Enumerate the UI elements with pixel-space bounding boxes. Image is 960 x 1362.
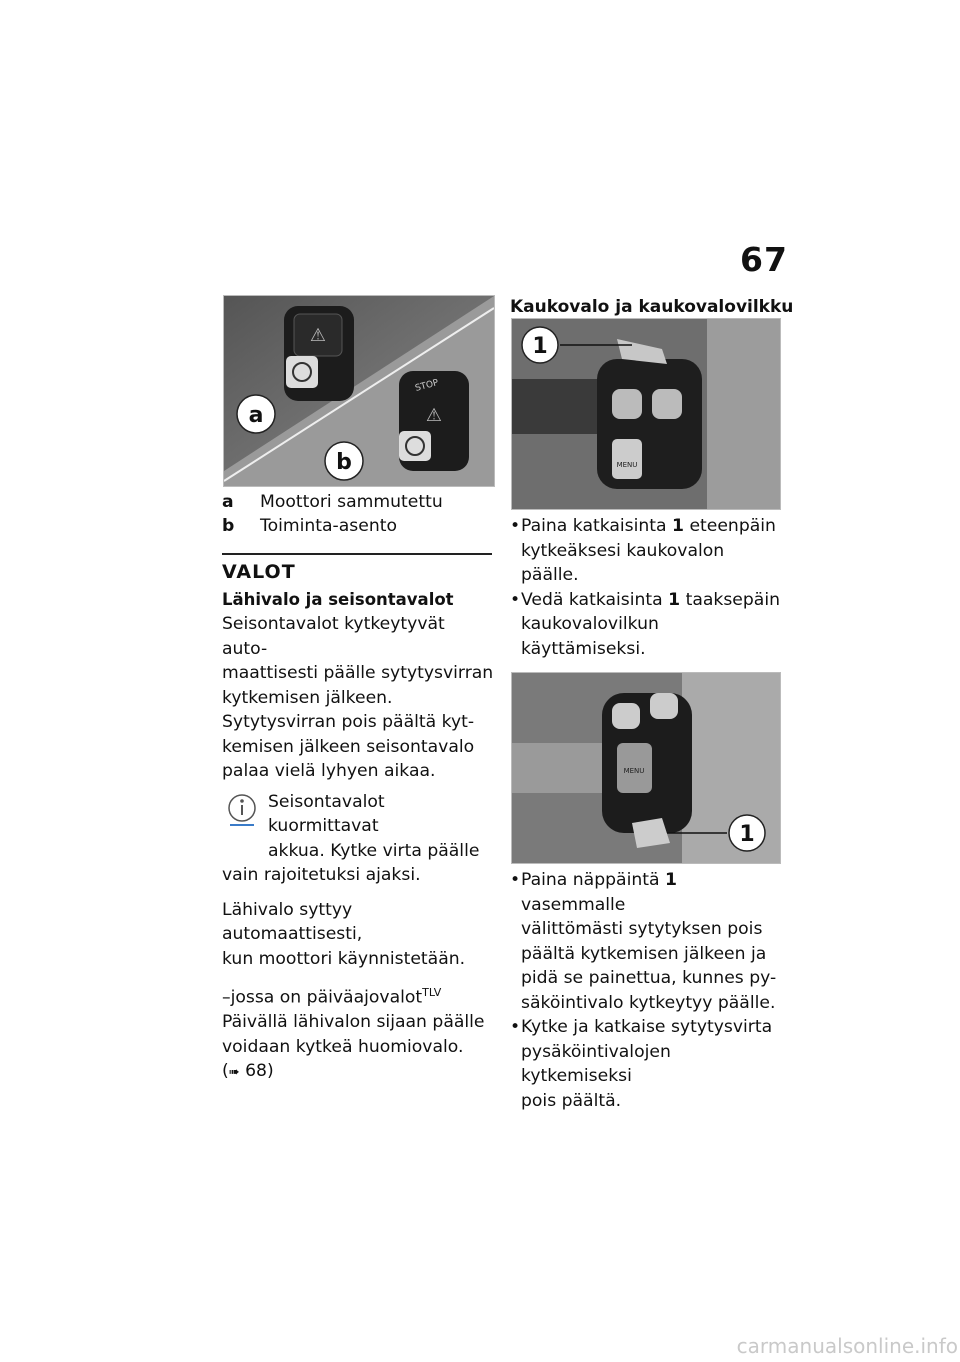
section-title: VALOT [222,561,296,583]
page-number: 67 [740,240,788,279]
paragraph-auto-low-beam: Lähivalo syttyy automaattisesti, kun moottori käynnistetään. [222,899,466,969]
parking-light-instructions [510,868,782,1113]
menu-label: MENU [616,461,638,469]
arrow-icon: ➠ [228,1065,240,1081]
list-item: • Paina katkaisinta 1 eteenpäin kytkeäksesi kaukovalon päälle. [510,516,776,585]
heading-high-beam: Kaukovalo ja kaukovalovilkku [510,297,794,317]
svg-text:⚠: ⚠ [309,325,327,346]
label-1: 1 [532,334,548,359]
figure-parking-light-button [511,672,781,864]
paragraph-parking-lights: Seisontavalot kytkeytyvät auto- maattisesti päälle sytytysvirran kytkemisen jälkeen. [222,614,494,708]
stop-label: STOP [414,378,440,394]
list-item: • Kytke ja katkaise sytytysvirta pysäköintivalojen kytkemiseksi pois päältä. [510,1017,773,1111]
note-block: Seisontavalot kuormittavat akkua. Kytke virta päälle vain rajoitetuksi ajaksi. [222,791,480,885]
watermark: carmanualsonline.info [736,1334,958,1358]
svg-text:⚠: ⚠ [425,405,443,426]
paragraph-after-ignition: Sytytysvirran pois päältä kyt- kemisen jälkeen seisontavalo palaa vielä lyhyen aikaa. [222,712,475,781]
page-reference[interactable]: (➠ 68) [222,1061,274,1082]
paragraph-daytime-lights: –jossa on päiväajovalot$^{TLV}$ Päivällä lähivalon sijaan päälle voidaan kytkeä huomiovalo. (➠ 68) [222,981,494,1086]
section-rule [222,553,492,555]
figure-switches [223,295,495,487]
caption-list [222,490,494,538]
label-1-parking: 1 [739,822,755,847]
label-b: b [336,450,352,475]
info-icon [224,792,260,840]
caption-a: a Moottori sammutettu [222,492,443,512]
list-item: • Paina näppäintä 1 vasemmalle välittömästi sytytyksen pois päältä kytkemisen jälkeen ja pidä se painettua, kunnes py- säköintivalo kytkeytyy päälle. [510,870,777,1013]
menu-label-2: MENU [623,767,645,775]
label-a: a [248,403,264,428]
subheading-low-beam: Lähivalo ja seisontavalot [222,590,454,609]
caption-b: b Toiminta-asento [222,516,397,536]
list-item: • Vedä katkaisinta 1 taaksepäin kaukovalovilkun käyttämiseksi. [510,589,780,659]
figure-high-beam-switch [511,318,781,510]
